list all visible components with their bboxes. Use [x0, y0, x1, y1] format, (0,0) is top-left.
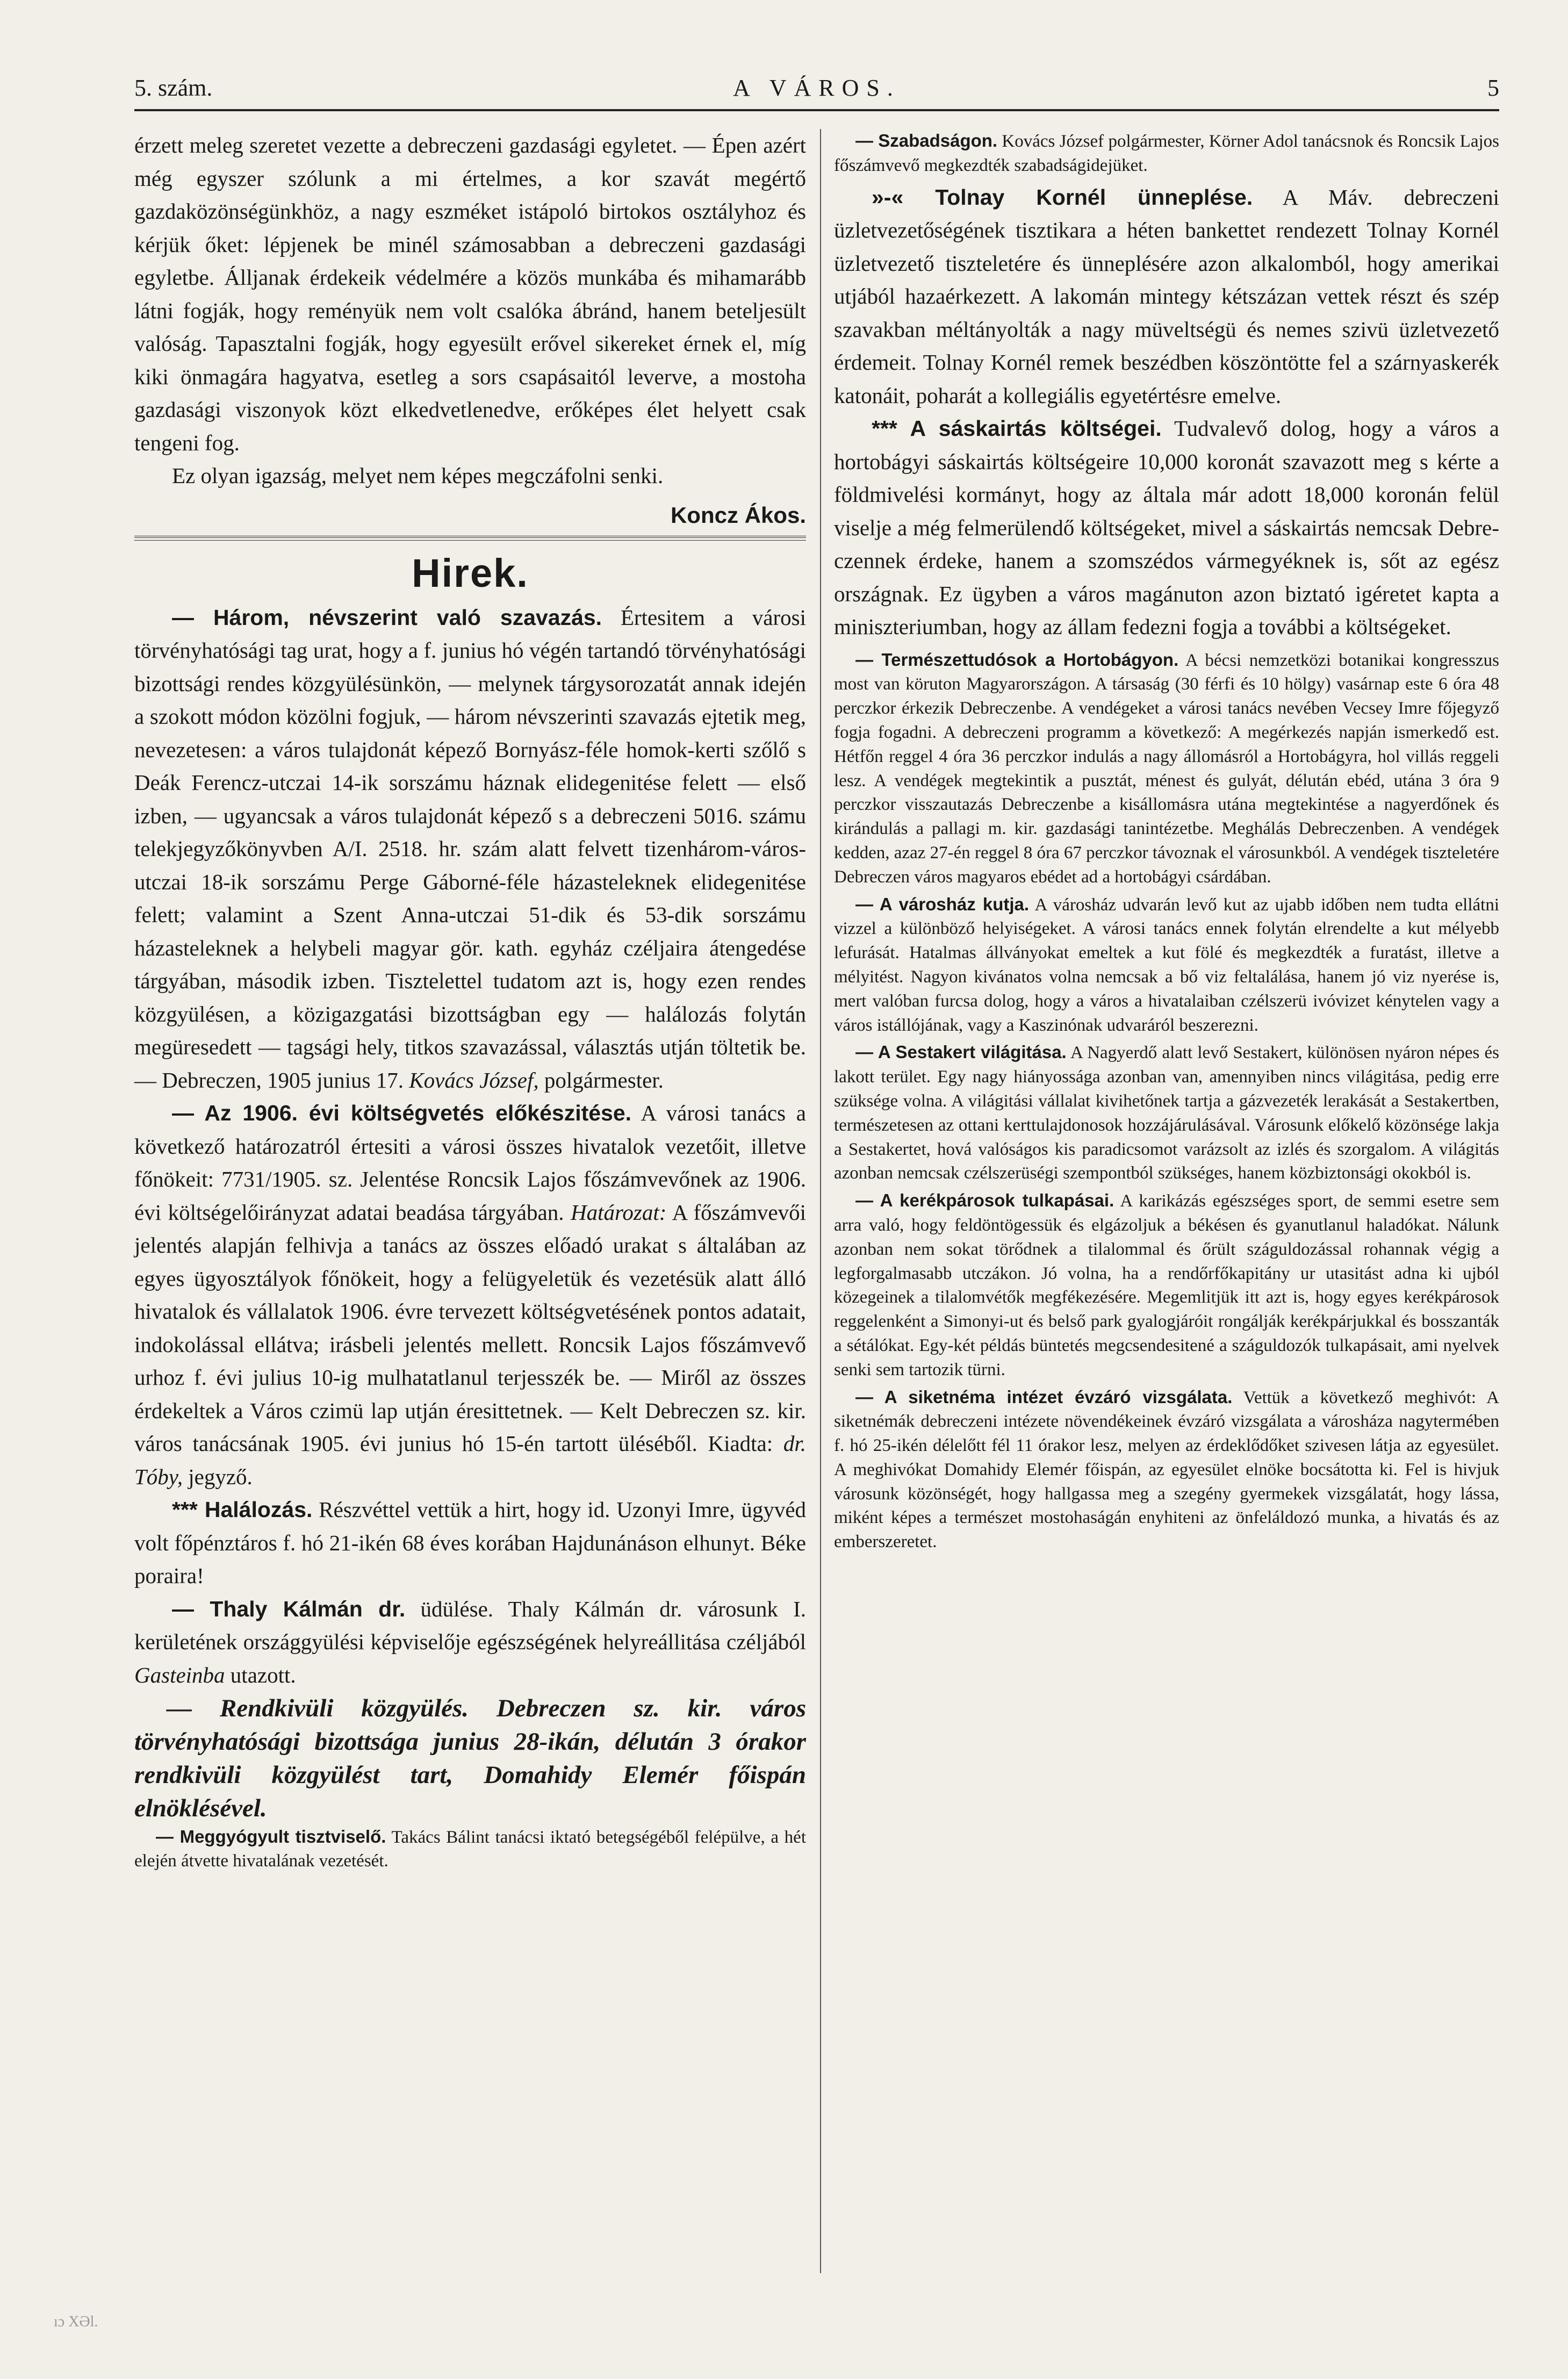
article-paragraph: érzett meleg szeretet vezette a debreczeni gazdasági egyletet. — Épen azért még egyszer szólunk a mi értelmes, a kor szavát megértő gazdaközönségünkhöz, a nagy eszméket istápoló birtokos osztályhoz és kérjük őket: lépjenek be minél számosabban a debreczeni gazdasági egyletbe. Álljanak érdekeik védelmére a közös munkába és mihamarább látni fogják, hogy reményük nem volt csalóka ábránd, hanem beteljesült valóság. Tapasztalni fogják, hogy egyesült erővel sikereket érnek el, míg kiki önmagára hagyatva, esetleg a sors csapásaitól leverve, a mostoha gazdasági viszonyok közt elkedvetlenedve, erőképes élet helyett csak tengeni fog. — [134, 133, 806, 455]
news-item-announcement: — Rendkivüli közgyülés. Debreczen sz. kir. város törvényhatósági bizottsága junius 28-ikán, délután 3 órakor rendkivüli közgyülést tart, Domahidy Elemér főispán elnöklésével. — [134, 1694, 806, 1822]
news-heading: »-« Tolnay Kornél ünneplése. — [872, 184, 1253, 210]
page-number: 5 — [1487, 75, 1499, 101]
news-heading: *** A sáskairtás költségei. — [872, 416, 1162, 441]
news-heading: — Thaly Kálmán dr. — [172, 1596, 406, 1621]
newspaper-title: A VÁROS. — [733, 75, 901, 101]
page-header — [134, 74, 1499, 106]
news-item: — Szabadságon. Kovács József polgármester, Körner Adol tanácsnok és Roncsik Lajos főszámvevő megkezdték szabadságidejüket. — [834, 131, 1499, 175]
section-separator — [134, 536, 806, 541]
news-heading: — Meggyógyult tisztviselő. — [156, 1827, 386, 1846]
header-rule — [134, 109, 1499, 111]
news-heading: — A Sestakert világitása. — [855, 1042, 1067, 1062]
news-item: — A siketnéma intézet évzáró vizsgálata. Vettük a következő meghivót: A siketnémák debreczeni intézete növendékeinek évzáró vizsgálata a városháza nagytermében f. hó 25-ikén délelőtt fél 11 órakor lesz, melyen az érdeklődőket szivesen látja az egyesület. A meghivókat Domahidy Elemér főispán, az egyesület elnöke bocsátotta ki. Fel is hivjuk városunk közönségét, hogy hallgassa meg a szegény gyermekek vizsgálatát, hogy lássa, miként képes a természet mostohaságán enyhiteni az önfeláldozó munka, a hivatás és az emberszeretet. — [834, 1386, 1500, 1552]
news-heading: — A siketnéma intézet évzáró vizsgálata. — [855, 1386, 1233, 1407]
news-item: — A Sestakert világitása. A Nagyerdő alatt levő Sestakert, különösen nyáron népes és lakott terület. Egy nagy hiányossága azonban van, amennyiben nincs világitása, pedig erre szüksége volna. A világitási vállalat kivihetőnek tartja a gázvezeték lerakását a Sestakertben, természetesen az ottani kerttulajdonosok hozzájárulásával. Városunk előkelő közönsége lakja a Sestakertet, hová valóságos kis paradicsomot varázsolt az izlés és szorgalom. A világitás azonban nemcsak czélszerüségi szempontból szükséges, hanem közbiztonsági okokból is. — [834, 1042, 1499, 1183]
news-heading: — Szabadságon. — [855, 131, 998, 150]
author-signature: Koncz Ákos. — [670, 502, 806, 528]
news-item: — A kerékpárosok tulkapásai. A karikázás egészséges sport, de semmi esetre sem arra való, hogy feldöntögessük és elgázoljuk a békésen és gyanutlanul haladókat. Nálunk azonban nem sokat törődnek a tilalommal és őrült száguldozással rohannak végig a legforgalmasabb utczákon. Jó volna, ha a rendőrfőkapitány ur utasitást adna ki ujból közegeinek a tilalomvétők megfékezésére. Megemlitjük itt azt is, hogy egyes kerékpárosok reggelenként a Simonyi-ut és belső park gyalogjáróit rongálják kerékpárjukkal és bosszanták a sétálókat. Egy-két példás büntetés megcsendesitené a száguldozók tulkapásait, ami nyelvek senki sem tartozik türni. — [834, 1190, 1500, 1379]
news-heading: — Három, névszerint való szavazás. — [172, 605, 602, 630]
column-divider — [820, 129, 821, 2273]
news-heading: — A kerékpárosok tulkapásai. — [855, 1190, 1114, 1211]
issue-number: 5. szám. — [134, 75, 213, 101]
news-heading: — A városház kutja. — [855, 894, 1030, 914]
news-item: — Természettudósok a Hortobágyon. A bécsi nemzetközi botanikai kongresszus most van köruton Magyarországon. A társaság (30 férfi és 10 hölgy) vasárnap este 6 óra 48 perczkor érkezik Debreczenbe. A vendégeket a városi tanács nevében Vecsey Imre főjegyző fogja fogadni. A debreczeni programm a következő: A megérkezés napján ismerkedő est. Hétfőn reggel 4 óra 36 perczkor indulás a nagy állomásról a Hortobágyra, hol villás reggeli lesz. A vendégek megtekintik a pusztát, ménest és gulyát, délután ebéd, utána 3 óra 9 perczkor visszautazás Debreczenbe a kisállomásra utána megtekintése a nagyerdőnek és kirándulás a pallagi m. kir. gazdasági tanintézetbe. Meghálás Debreczenben. A vendégek kedden, azaz 27-én reggel 8 óra 67 perczkor távoznak el városunkból. A vendégek tiszteletére Debreczen város magyaros ebédet ad a hortobágyi csárdában. — [834, 649, 1499, 887]
news-item: — Három, névszerint való szavazás. Értesitem a városi törvényhatósági tag urat, hogy a f. junius hó végén tartandó törvényhatósági bizottsági rendes közgyülésünkön, — melynek tárgysorozatát annak idején a szokott módon közölni fogjuk, — három névszerinti szavazás ejtetik meg, nevezetesen: a város tulajdonát képező Bornyász-féle homok-kerti szőlő s Deák Ferencz-utczai 14-ik sorszámu háznak elidegenitése felett — első izben, — ugyancsak a város tulajdonát képező s a debreczeni 5016. számu telekjegyzőkönyvben A/I. 2518. hr. szám alatt felvett tizenhárom-város-utczai 18-ik sorszámu Perge Gáborné-féle házasteleknek elidegenitése felett; valamint a Szent Anna-utczai 51-dik és 53-dik sorszámu házasteleknek a helybeli magyar gör. kath. egyház czéljaira átengedése tárgyában, második izben. Tisztelettel tudatom azt is, hogy ezen rendes közgyülésen, a közigazgatási bizottságban egy — halálozás folytán megüresedett — tagsági hely, titkos szavazással, választás utján töltetik be. — Debreczen, 1905 junius 17. Kovács József, polgármester. — [134, 605, 806, 1093]
news-item: — A városház kutja. A városház udvarán levő kut az ujabb időben nem tudta ellátni vizzel a különböző helyiségeket. A városi tanács ennek folytán elrendelte a kut mélyebb lefurását. Hatalmas állványokat emeltek a kut fölé és megkezdték a furatást, illetve a mélyitést. Nagyon kivánatos volna nemcsak a bő viz feltalálása, hanem jó viz nyerése is, mert valóban furcsa dolog, hogy a város a hivatalaiban czélszerü ivóvizet kénytelen vagy a város istállójának, vagy a Kaszinónak udvaráról beszerezni. — [834, 894, 1499, 1035]
news-heading: — Természettudósok a Hortobágyon. — [855, 649, 1179, 670]
news-item: — Meggyógyult tisztviselő. Takács Bálint tanácsi iktató betegségéből felépülve, a hét elején átvette hivatalának vezetését. — [134, 1827, 806, 1871]
right-column — [834, 129, 1499, 1554]
news-item: *** Halálozás. Részvéttel vettük a hirt, hogy id. Uzonyi Imre, ügyvéd volt főpénztáros f. hó 21-ikén 68 éves korában Hajdunánáson elhunyt. Béke poraira! — [134, 1497, 807, 1588]
news-heading: — Az 1906. évi költségvetés előkészitése. — [172, 1101, 632, 1125]
library-stamp: ıɔ XƏl. — [54, 2313, 98, 2330]
news-item: *** A sáskairtás költségei. Tudvalevő dolog, hogy a város a hortobágyi sáskairtás költségeire 10,000 koronát szavazott meg s kérte a földmivelési kormányt, hogy az általa már adott 18,000 koronán felül viselje a még felmerülendő költségeket, mivel a sáskairtás nemcsak Debreczennek érdeke, hanem a szomszédos vármegyéknek is, sőt az egész országnak. Ez ügyben a város magánuton azon biztató igéretet kapta a miniszteriumban, hogy az állam fedezni fogja a további a költségeket. — [834, 416, 1499, 639]
section-title: Hirek. — [412, 550, 529, 595]
news-item: — Thaly Kálmán dr. üdülése. Thaly Kálmán dr. városunk I. kerületének országgyülési képviselője egészségének helyreállitása czéljából Gasteinba utazott. — [134, 1596, 806, 1687]
news-heading: *** Halálozás. — [172, 1497, 313, 1522]
news-item: »-« Tolnay Kornél ünneplése. A Máv. debreczeni üzletvezetőségének tisztikara a héten bankettet rendezett Tolnay Kornél üzletvezető tiszteletére és ünneplésére azon alkalomból, hogy amerikai utjából hazaérkezett. A lakomán mintegy kétszázan vettek részt és szép szavakban méltányolták a nagy müveltségü és nemes szivü üzletvezető érdemeit. Tolnay Kornél remek beszédben köszöntötte fel a szárnyaskerék katonáit, poharát a kollegiális egyetértésre emelve. — [834, 184, 1499, 408]
news-item: — Az 1906. évi költségvetés előkészitése. A városi tanács a következő határozatról értesiti a városi összes hivatalok vezetőit, illetve főnökeit: 7731/1905. sz. Jelentése Roncsik Lajos főszámvevőnek az 1906. évi költségelőirányzat adatai beadása tárgyában. Határozat: A főszámvevői jelentés alapján felhivja a tanács az összes előadó urakat s általában az egyes ügyosztályok főnökeit, hogy a felügyeletük és vezetésük alatt álló hivatalok és vállalatok 1906. évre tervezett költségvetésének pontos adatait, indokolással ellátva; irásbeli jelentés mellett. Roncsik Lajos főszámvevő urhoz f. évi julius 10-ig mulhatatlanul terjesszék be. — Miről az összes érdekeltek a Város czimü lap utján éresittetnek. — Kelt Debreczen sz. kir. város tanácsának 1905. évi junius hó 15-én tartott üléséből. Kiadta: dr. Tóby, jegyző. — [134, 1101, 807, 1489]
article-paragraph: Ez olyan igazság, melyet nem képes megczáfolni senki. — [172, 463, 664, 488]
left-column — [134, 129, 806, 1873]
